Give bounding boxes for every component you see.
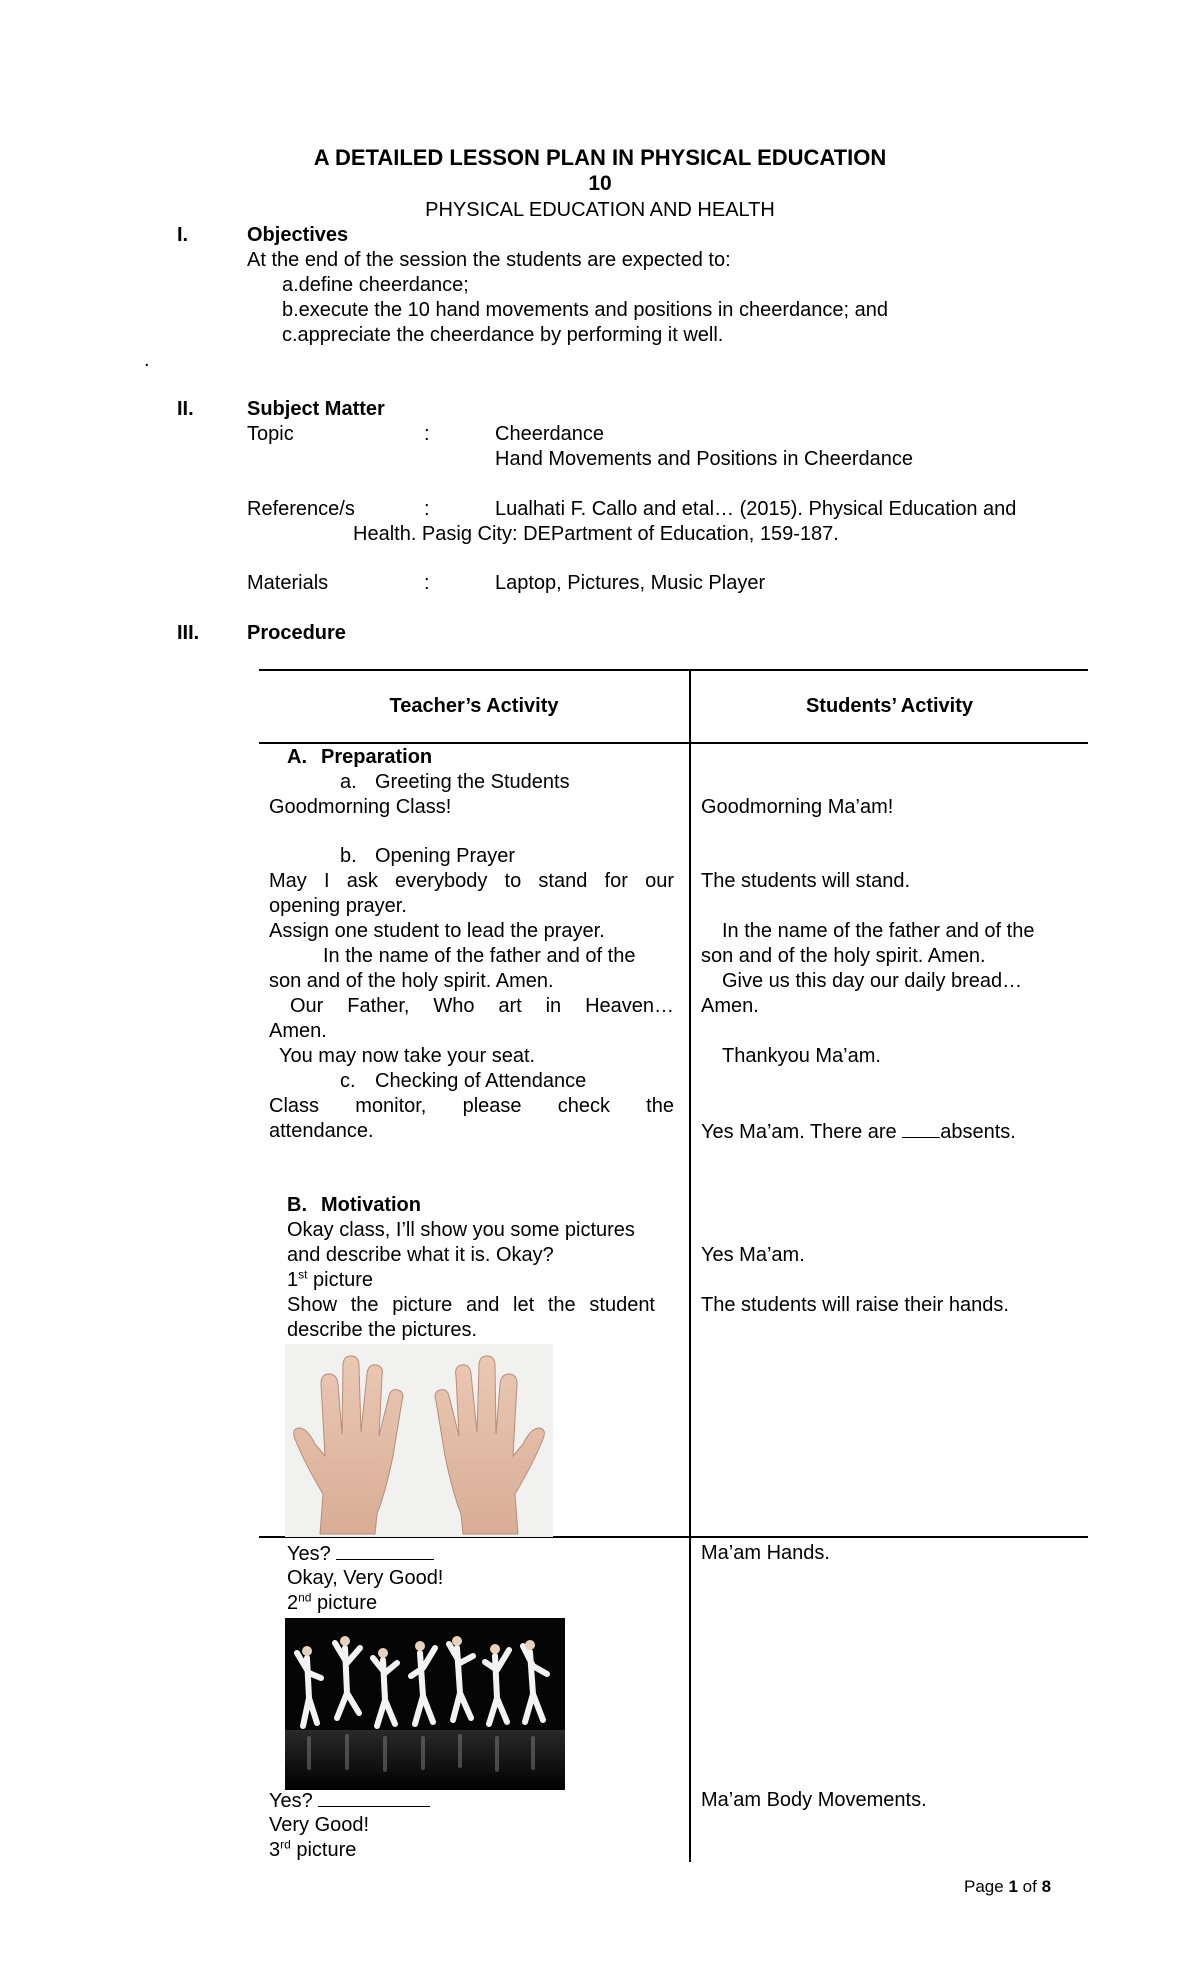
- section-numeral-objectives: I.: [177, 224, 189, 246]
- teacher-our-father: Our Father, Who art in Heaven…: [290, 995, 674, 1017]
- student-prayer-text: son and of the holy spirit. Amen.: [701, 945, 986, 967]
- materials-colon: :: [424, 572, 430, 594]
- teacher-greeting: Goodmorning Class!: [269, 796, 452, 818]
- stray-mark: .: [144, 349, 150, 371]
- teacher-yes-blank: Yes?: [287, 1541, 434, 1567]
- teacher-prayer-request: opening prayer.: [269, 895, 407, 917]
- subject-matter-heading: Subject Matter: [247, 398, 385, 420]
- preparation-letter: A.: [287, 746, 307, 768]
- topic-value: Hand Movements and Positions in Cheerdance: [495, 448, 914, 470]
- motivation-letter: B.: [287, 1194, 307, 1216]
- teacher-assign: Assign one student to lead the prayer.: [269, 920, 605, 942]
- objectives-heading: Objectives: [247, 224, 349, 246]
- student-our-father: Give us this day our daily bread…: [722, 970, 1023, 992]
- objective-item: a.define cheerdance;: [282, 274, 469, 296]
- table-top-border: [259, 669, 1088, 671]
- procedure-heading: Procedure: [247, 622, 346, 644]
- student-thanks: Thankyou Ma’am.: [722, 1045, 881, 1067]
- materials-label: Materials: [247, 572, 329, 594]
- teacher-motivation-intro: Okay class, I’ll show you some pictures: [287, 1219, 635, 1241]
- teacher-prayer-request: May I ask everybody to stand for our: [269, 870, 674, 892]
- teacher-show-picture: Show the picture and let the student: [287, 1294, 655, 1316]
- topic-value: Cheerdance: [495, 423, 604, 445]
- hands-photo: [285, 1344, 553, 1537]
- teacher-attendance: Class monitor, please check the: [269, 1095, 674, 1117]
- picture-label: 2nd picture: [287, 1590, 378, 1614]
- reference-text: Health. Pasig City: DEPartment of Education, 159-187.: [353, 523, 839, 545]
- topic-colon: :: [424, 423, 430, 445]
- column-header-students: Students’ Activity: [805, 695, 974, 717]
- blank-line: [336, 1541, 434, 1560]
- teacher-show-picture: describe the pictures.: [287, 1319, 478, 1341]
- reference-text: Lualhati F. Callo and etal… (2015). Physical Education and: [495, 498, 1017, 520]
- preparation-heading: Preparation: [321, 746, 433, 768]
- blank-line: [902, 1119, 940, 1138]
- motivation-heading: Motivation: [321, 1194, 421, 1216]
- reference-colon: :: [424, 498, 430, 520]
- student-yes: Yes Ma’am.: [701, 1244, 805, 1266]
- picture-label: 3rd picture: [269, 1837, 357, 1861]
- materials-value: Laptop, Pictures, Music Player: [495, 572, 766, 594]
- subheading-letter: a.: [340, 771, 357, 793]
- document-title: A DETAILED LESSON PLAN IN PHYSICAL EDUCATION: [313, 145, 887, 170]
- topic-label: Topic: [247, 423, 294, 445]
- student-absents: Yes Ma’am. There are absents.: [701, 1121, 1016, 1143]
- grade-level: 10: [588, 172, 612, 195]
- page-footer: Page 1 of 8: [964, 1877, 1052, 1896]
- objective-item: c.appreciate the cheerdance by performing it well.: [282, 324, 724, 346]
- teacher-prayer-text: In the name of the father and of the: [323, 945, 636, 967]
- blank-line: [318, 1788, 430, 1807]
- dancers-illustration: [285, 1618, 565, 1790]
- teacher-attendance: attendance.: [269, 1120, 374, 1142]
- student-greeting: Goodmorning Ma’am!: [701, 796, 894, 818]
- document-subtitle: PHYSICAL EDUCATION AND HEALTH: [425, 199, 775, 221]
- subheading-letter: b.: [340, 845, 357, 867]
- student-prayer-text: In the name of the father and of the: [722, 920, 1035, 942]
- objective-item: b.execute the 10 hand movements and positions in cheerdance; and: [282, 299, 888, 321]
- prayer-subheading: Opening Prayer: [375, 845, 516, 867]
- teacher-yes-blank: Yes?: [269, 1788, 430, 1814]
- column-header-teacher: Teacher’s Activity: [389, 695, 559, 717]
- teacher-take-seat: You may now take your seat.: [279, 1045, 536, 1067]
- hands-illustration: [285, 1344, 553, 1537]
- teacher-praise: Very Good!: [269, 1814, 370, 1836]
- greeting-subheading: Greeting the Students: [375, 771, 570, 793]
- section-numeral-procedure: III.: [177, 622, 200, 644]
- picture-label: 1st picture: [287, 1267, 374, 1291]
- teacher-motivation-intro: and describe what it is. Okay?: [287, 1244, 554, 1266]
- dancers-photo: [285, 1618, 565, 1790]
- objectives-intro: At the end of the session the students are expected to:: [247, 249, 731, 271]
- student-answer-body: Ma’am Body Movements.: [701, 1789, 927, 1811]
- table-column-divider: [689, 669, 691, 1862]
- attendance-subheading: Checking of Attendance: [375, 1070, 587, 1092]
- reference-label: Reference/s: [247, 498, 355, 520]
- teacher-prayer-text: son and of the holy spirit. Amen.: [269, 970, 554, 992]
- student-our-father: Amen.: [701, 995, 759, 1017]
- section-numeral-subject: II.: [177, 398, 194, 420]
- subheading-letter: c.: [340, 1070, 356, 1092]
- student-answer-hands: Ma’am Hands.: [701, 1542, 830, 1564]
- student-raise-hands: The students will raise their hands.: [701, 1294, 1009, 1316]
- table-header-border: [259, 742, 1088, 744]
- student-stand: The students will stand.: [701, 870, 910, 892]
- teacher-praise: Okay, Very Good!: [287, 1567, 444, 1589]
- teacher-our-father: Amen.: [269, 1020, 327, 1042]
